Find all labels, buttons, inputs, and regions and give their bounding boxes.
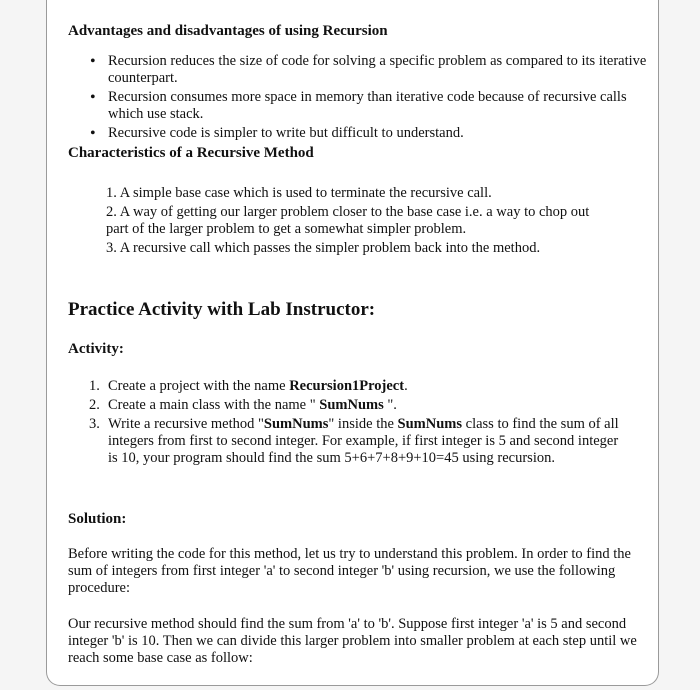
section-heading-advantages: Advantages and disadvantages of using Recursion	[68, 23, 388, 39]
document-content	[68, 22, 648, 667]
activity-label: Activity:	[68, 341, 124, 357]
list-item: 2. A way of getting our larger problem closer to the base case i.e. a way to chop out part of the larger problem to get a somewhat simpler problem.	[106, 204, 590, 237]
item-text-end: ".	[383, 397, 397, 413]
activity-list	[68, 378, 628, 467]
list-item: 3. A recursive call which passes the simpler problem back into the method.	[106, 240, 541, 256]
list-item: 1. A simple base case which is used to terminate the recursive call.	[106, 185, 492, 201]
item-text-end: class to find the sum of all integers from first to second integer. For example, if first integer is 5 and second integer is 10, your program should find the sum 5+6+7+8+9+10=45 using recursion.	[108, 416, 619, 466]
list-item: • Recursive code is simpler to write but difficult to understand.	[108, 125, 648, 142]
list-item: • Recursion consumes more space in memory than iterative code because of recursive calls which use stack.	[108, 89, 648, 123]
item-text-mid: " inside the	[328, 416, 398, 432]
document-page	[46, 0, 659, 686]
method-name: SumNums	[263, 416, 329, 432]
class-name: SumNums	[319, 397, 384, 413]
item-number: 2.	[89, 397, 100, 413]
list-item	[89, 397, 628, 414]
item-number: 1.	[89, 378, 100, 394]
item-text: Create a main class with the name "	[108, 397, 320, 413]
section-heading-characteristics: Characteristics of a Recursive Method	[68, 145, 314, 161]
list-item	[89, 416, 628, 467]
solution-paragraph-2: Our recursive method should find the sum from 'a' to 'b'. Suppose first integer 'a' is 5 and second integer 'b' is 10. Then we can divide this larger problem into smaller problem at each step until we reach some base case as follow:	[68, 616, 637, 666]
list-item	[89, 378, 628, 395]
solution-paragraph-1: Before writing the code for this method, let us try to understand this problem. In order to find the sum of integers from first integer 'a' to second integer 'b' using recursion, we use the following procedure:	[68, 546, 631, 596]
item-text: Create a project with the name	[108, 378, 290, 394]
class-name: SumNums	[397, 416, 463, 432]
item-number: 3.	[89, 416, 100, 432]
list-item: • Recursion reduces the size of code for solving a specific problem as compared to its iterative counterpart.	[108, 53, 648, 87]
item-text-end: .	[404, 378, 408, 394]
project-name: Recursion1Project	[289, 378, 405, 394]
solution-heading: Solution:	[68, 511, 127, 527]
characteristics-list	[68, 185, 591, 257]
item-text: Write a recursive method "	[108, 416, 264, 432]
practice-heading: Practice Activity with Lab Instructor:	[68, 299, 376, 320]
advantages-list	[68, 53, 648, 142]
